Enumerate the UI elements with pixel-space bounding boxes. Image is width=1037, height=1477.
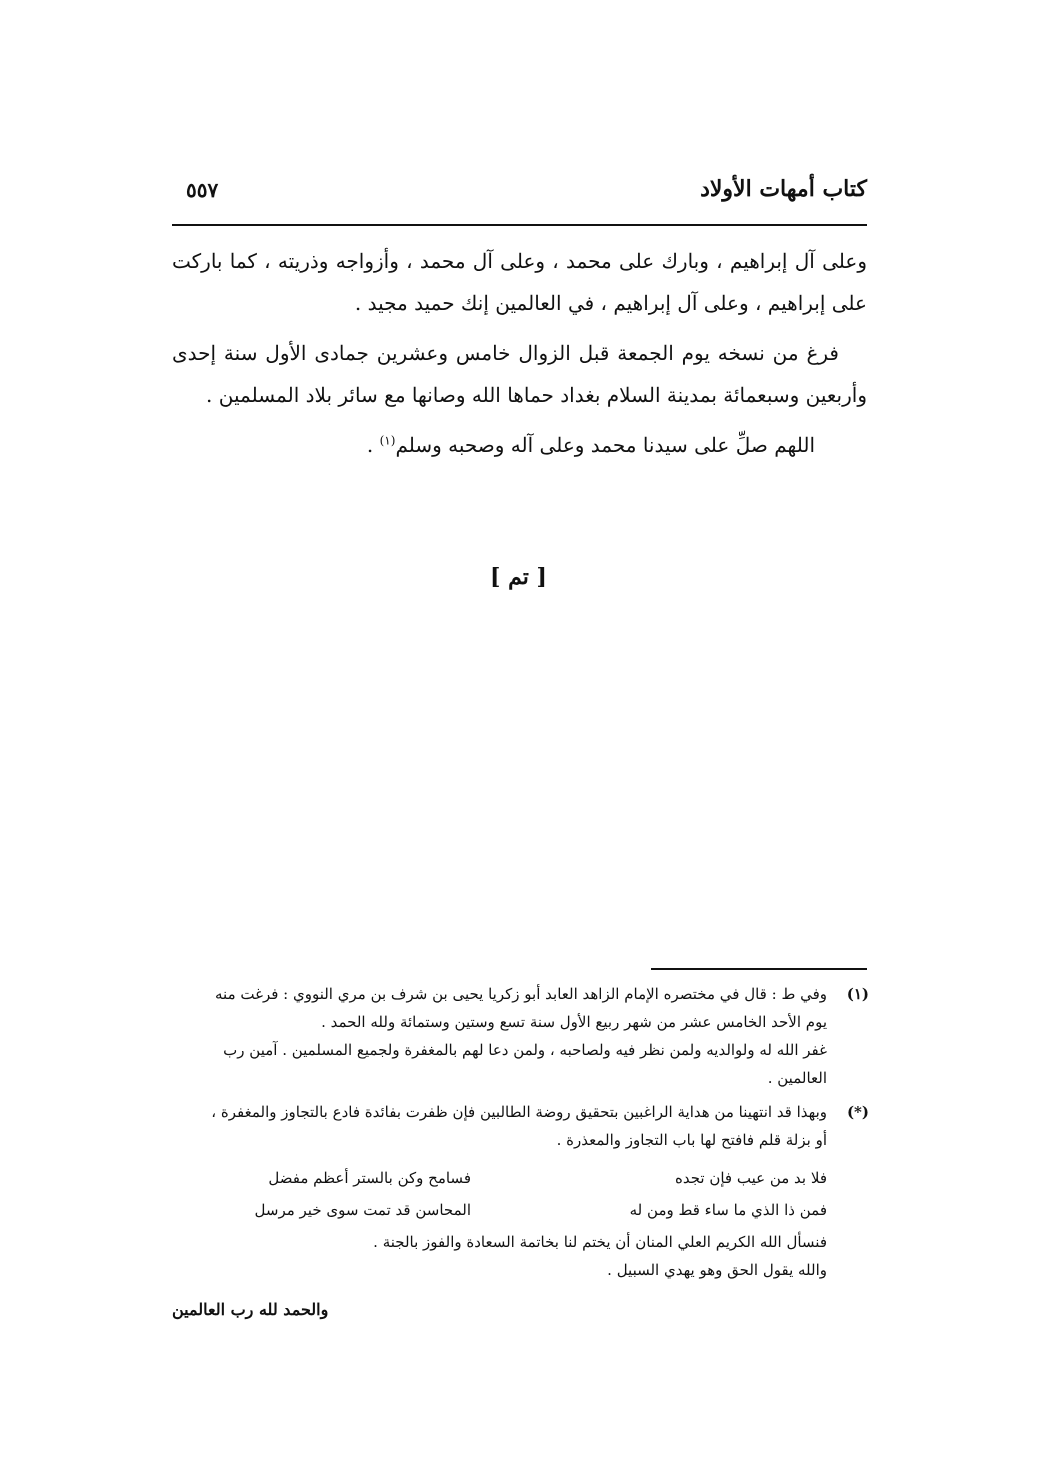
footnote-1-line: وفي ط : قال في مختصره الإمام الزاهد العابد أبو زكريا يحيى بن شرف بن مري النووي : فرغت منه xyxy=(215,985,827,1003)
footnote-1-marker: (١) xyxy=(846,985,869,1003)
prayer-text: اللهم صلِّ على سيدنا محمد وعلى آله وصحبه وسلم xyxy=(395,433,815,457)
poem-second-hemistich: فسامح وكن بالستر أعظم مفضل xyxy=(268,1169,471,1187)
poem xyxy=(168,1164,827,1228)
footnote-2 xyxy=(168,1098,869,1154)
prayer-end: . xyxy=(366,433,380,457)
paragraph-2: فرغ من نسخه يوم الجمعة قبل الزوال خامس وعشرين جمادى الأول سنة إحدى وأربعين وسبعمائة بمدينة السلام بغداد حماها الله وصانها مع سائر بلاد المسلمين . xyxy=(172,341,867,407)
footnote-reference: (١) xyxy=(379,433,396,448)
footnote-2-line: وبهذا قد انتهينا من هداية الراغبين بتحقيق روضة الطالبين فإن ظفرت بفائدة فادع بالتجاوز والمغفرة ، xyxy=(211,1103,827,1121)
footnote-divider xyxy=(651,968,867,970)
poem-verse xyxy=(168,1164,827,1196)
closing-supplication: فنسأل الله الكريم العلي المنان أن يختم لنا بخاتمة السعادة والفوز بالجنة . xyxy=(373,1233,827,1251)
running-header xyxy=(172,176,867,210)
paragraph-1: وعلى آل إبراهيم ، وبارك على محمد ، وعلى آل محمد ، وأزواجه وذريته ، كما باركت على إبراهيم ، وعلى آل إبراهيم ، في العالمين إنك حميد مجيد . xyxy=(172,249,867,315)
footnote-1-line: العالمين . xyxy=(767,1069,827,1087)
page-number: ٥٥٧ xyxy=(186,178,219,202)
poem-first-hemistich: فلا بد من عيب فإن تجده xyxy=(674,1169,827,1187)
closing-statement: والله يقول الحق وهو يهدي السبيل . xyxy=(607,1261,827,1279)
footnote-1-line: يوم الأحد الخامس عشر من شهر ربيع الأول سنة تسع وستين وستمائة ولله الحمد . xyxy=(321,1013,827,1031)
header-divider xyxy=(172,224,867,226)
footnote-1 xyxy=(168,980,869,1092)
book-title: كتاب أمهات الأولاد xyxy=(700,176,867,202)
final-praise: والحمد لله رب العالمين xyxy=(172,1300,329,1319)
poem-first-hemistich: فمن ذا الذي ما ساء قط ومن له xyxy=(629,1201,827,1219)
footnotes xyxy=(168,980,869,1284)
main-text xyxy=(172,240,867,474)
footnote-2-line: أو بزلة قلم فافتح لها باب التجاوز والمعذرة . xyxy=(556,1131,827,1149)
footnote-2-marker: (*) xyxy=(846,1103,869,1121)
poem-second-hemistich: المحاسن قد تمت سوى خير مرسل xyxy=(254,1201,471,1219)
footnote-1-line: غفر الله له ولوالديه ولمن نظر فيه ولصاحبه ، ولمن دعا لهم بالمغفرة ولجميع المسلمين . آمين رب xyxy=(223,1041,827,1059)
closing-prayer xyxy=(172,424,867,466)
end-marker: [ تم ] xyxy=(490,564,547,590)
poem-verse xyxy=(168,1196,827,1228)
